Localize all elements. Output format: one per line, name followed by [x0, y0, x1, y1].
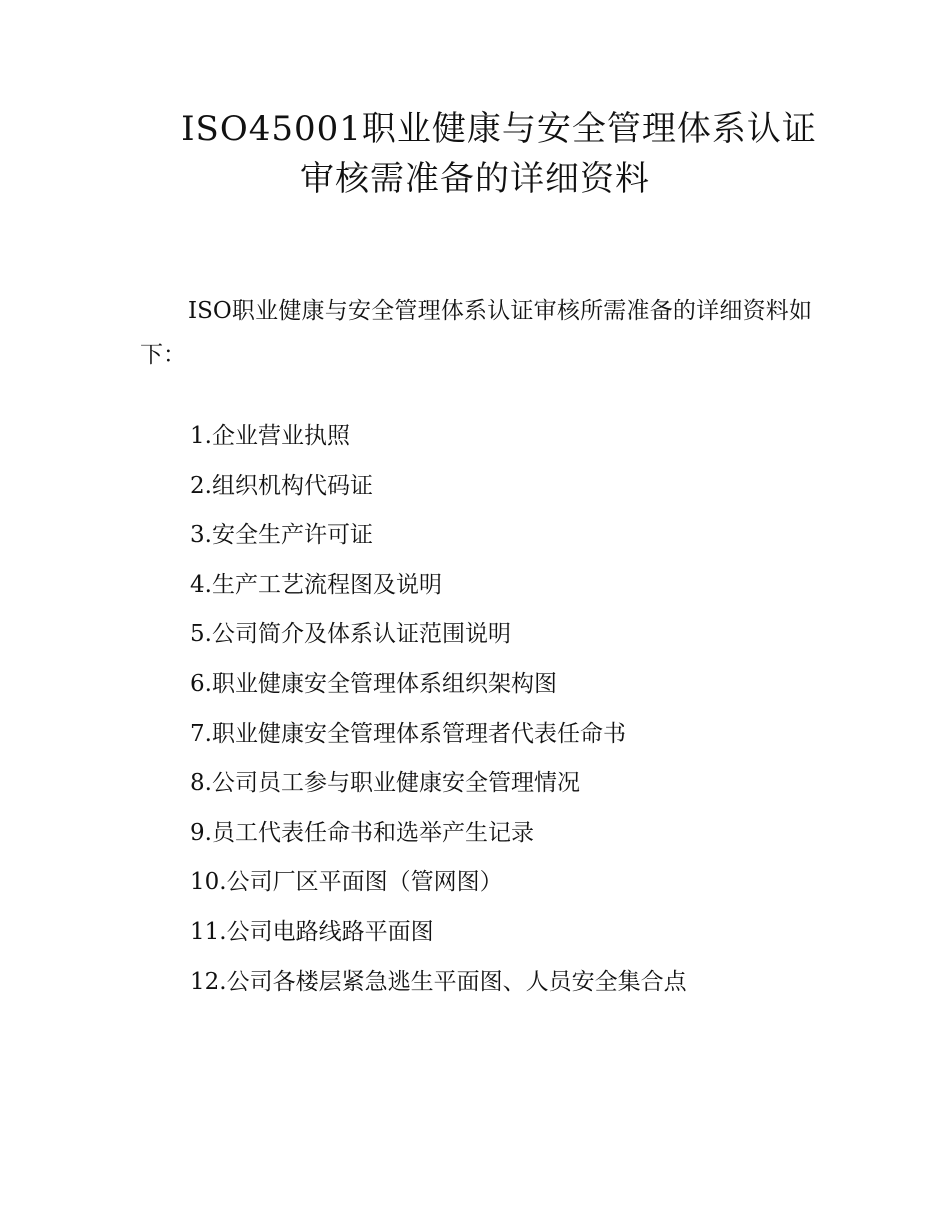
list-item: 12.公司各楼层紧急逃生平面图、人员安全集合点 — [190, 968, 687, 995]
list-item: 9.员工代表任命书和选举产生记录 — [190, 819, 534, 846]
list-item: 2.组织机构代码证 — [190, 472, 373, 499]
list-item: 7.职业健康安全管理体系管理者代表任命书 — [190, 720, 626, 747]
intro-paragraph: ISO职业健康与安全管理体系认证审核所需准备的详细资料如下： — [140, 298, 812, 368]
materials-list — [190, 412, 687, 1007]
list-item: 4.生产工艺流程图及说明 — [190, 571, 442, 598]
list-item: 10.公司厂区平面图（管网图） — [190, 869, 503, 896]
title-line-1: ISO45001职业健康与安全管理体系认证 — [181, 109, 817, 149]
list-item: 11.公司电路线路平面图 — [190, 918, 434, 945]
list-item: 3.安全生产许可证 — [190, 522, 373, 549]
list-item: 6.职业健康安全管理体系组织架构图 — [190, 670, 557, 697]
list-item: 1.企业营业执照 — [190, 423, 350, 449]
title-line-2: 审核需准备的详细资料 — [300, 159, 650, 199]
document-title — [0, 104, 950, 204]
list-item: 8.公司员工参与职业健康安全管理情况 — [190, 770, 580, 797]
list-item: 5.公司简介及体系认证范围说明 — [190, 621, 511, 648]
